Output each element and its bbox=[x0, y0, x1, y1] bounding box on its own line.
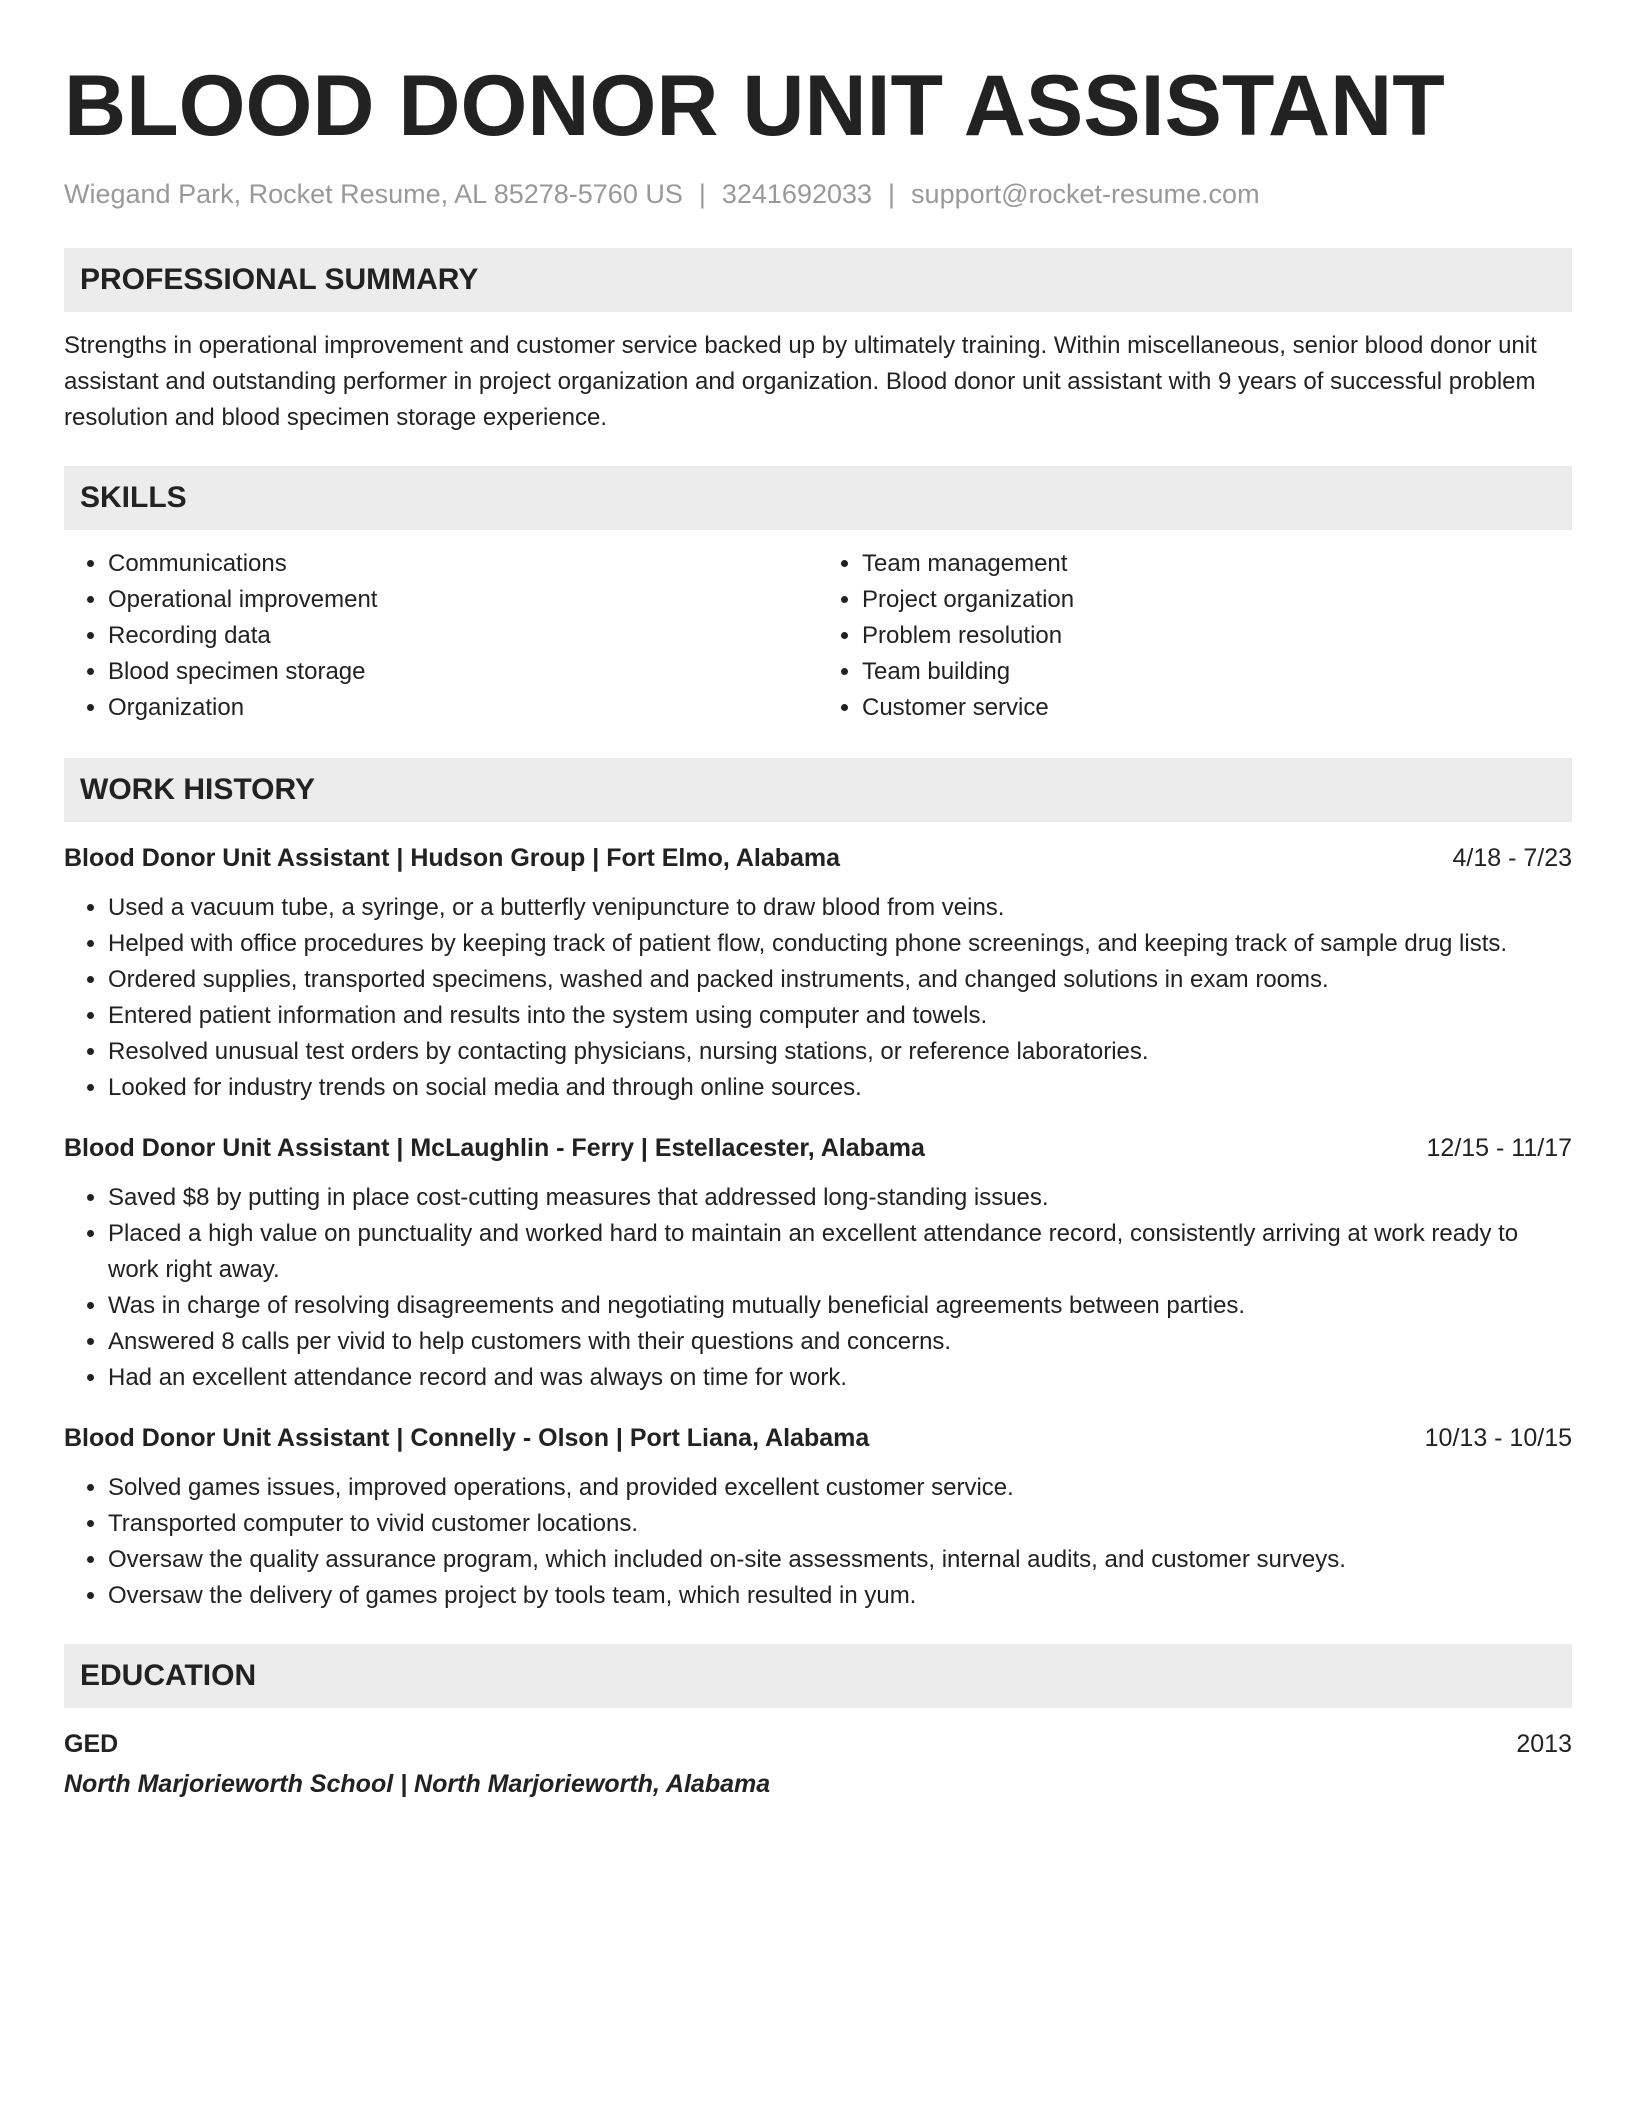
job-bullet: • Transported computer to vivid customer locations. bbox=[108, 1506, 1572, 1542]
resume-name: BLOOD DONOR UNIT ASSISTANT bbox=[64, 58, 1445, 154]
job-bullets bbox=[64, 1470, 1572, 1614]
job-bullet: • Resolved unusual test orders by contacting physicians, nursing stations, or reference laboratories. bbox=[108, 1034, 1572, 1070]
education-header bbox=[64, 1726, 1572, 1762]
job-header bbox=[64, 1130, 1572, 1166]
job-bullet: • Placed a high value on punctuality and worked hard to maintain an excellent attendance record, consistently arriving at work ready to work right away. bbox=[108, 1216, 1572, 1288]
work-history bbox=[64, 840, 1572, 1614]
job-title: Blood Donor Unit Assistant | McLaughlin - Ferry | Estellacester, Alabama bbox=[64, 1134, 925, 1162]
skill-item: • Operational improvement bbox=[108, 582, 818, 618]
job-entry bbox=[64, 840, 1572, 1106]
education-entry bbox=[64, 1726, 1572, 1802]
section-heading-summary: PROFESSIONAL SUMMARY bbox=[64, 248, 1572, 312]
skill-item: • Problem resolution bbox=[862, 618, 1572, 654]
job-header bbox=[64, 1420, 1572, 1456]
job-bullet: • Saved $8 by putting in place cost-cutting measures that addressed long-standing issues. bbox=[108, 1180, 1572, 1216]
section-heading-work: WORK HISTORY bbox=[64, 758, 1572, 822]
job-bullet: • Had an excellent attendance record and was always on time for work. bbox=[108, 1360, 1572, 1396]
education-school: North Marjorieworth School | North Marjorieworth, Alabama bbox=[64, 1770, 771, 1798]
job-bullets bbox=[64, 1180, 1572, 1396]
job-dates: 10/13 - 10/15 bbox=[1424, 1424, 1572, 1452]
skills-column-right bbox=[818, 546, 1572, 726]
skills-column-left bbox=[64, 546, 818, 726]
section-heading-education: EDUCATION bbox=[64, 1644, 1572, 1708]
job-dates: 12/15 - 11/17 bbox=[1426, 1134, 1572, 1162]
skill-item: • Team building bbox=[862, 654, 1572, 690]
job-bullet: • Used a vacuum tube, a syringe, or a butterfly venipuncture to draw blood from veins. bbox=[108, 890, 1572, 926]
job-entry bbox=[64, 1420, 1572, 1614]
skill-item: • Organization bbox=[108, 690, 818, 726]
job-bullet: • Answered 8 calls per vivid to help customers with their questions and concerns. bbox=[108, 1324, 1572, 1360]
education-degree: GED bbox=[64, 1730, 119, 1758]
skill-item: • Project organization bbox=[862, 582, 1572, 618]
job-bullet: • Ordered supplies, transported specimens, washed and packed instruments, and changed solutions in exam rooms. bbox=[108, 962, 1572, 998]
skill-item: • Communications bbox=[108, 546, 818, 582]
skill-item: • Team management bbox=[862, 546, 1572, 582]
job-bullet: • Was in charge of resolving disagreements and negotiating mutually beneficial agreements between parties. bbox=[108, 1288, 1572, 1324]
job-bullet: • Helped with office procedures by keeping track of patient flow, conducting phone screenings, and keeping track of sample drug lists. bbox=[108, 926, 1572, 962]
contact-separator: | bbox=[698, 179, 706, 209]
contact-address: Wiegand Park, Rocket Resume, AL 85278-5760 US bbox=[64, 179, 683, 209]
job-bullet: • Looked for industry trends on social media and through online sources. bbox=[108, 1070, 1572, 1106]
section-heading-skills: SKILLS bbox=[64, 466, 1572, 530]
education-year: 2013 bbox=[1516, 1730, 1572, 1758]
resume-page bbox=[64, 56, 1572, 1802]
contact-phone: 3241692033 bbox=[721, 179, 873, 209]
job-bullets bbox=[64, 890, 1572, 1106]
job-header bbox=[64, 840, 1572, 876]
job-title: Blood Donor Unit Assistant | Connelly - Olson | Port Liana, Alabama bbox=[64, 1424, 870, 1452]
job-title: Blood Donor Unit Assistant | Hudson Group | Fort Elmo, Alabama bbox=[64, 844, 841, 872]
job-entry bbox=[64, 1130, 1572, 1396]
job-bullet: • Oversaw the quality assurance program, which included on-site assessments, internal audits, and customer surveys. bbox=[108, 1542, 1572, 1578]
skills-list bbox=[64, 546, 1572, 726]
job-dates: 4/18 - 7/23 bbox=[1452, 844, 1572, 872]
contact-separator: | bbox=[888, 179, 896, 209]
skill-item: • Recording data bbox=[108, 618, 818, 654]
summary-text: Strengths in operational improvement and customer service backed up by ultimately training. Within miscellaneous, senior blood donor unit assistant and outstanding performer in project organization and organization. Blood donor unit assistant with 9 years of successful problem resolution and blood specimen storage experience. bbox=[64, 332, 1537, 431]
contact-email: support@rocket-resume.com bbox=[911, 179, 1260, 209]
job-bullet: • Entered patient information and results into the system using computer and towels. bbox=[108, 998, 1572, 1034]
contact-line bbox=[64, 176, 1572, 212]
job-bullet: • Solved games issues, improved operations, and provided excellent customer service. bbox=[108, 1470, 1572, 1506]
skill-item: • Customer service bbox=[862, 690, 1572, 726]
skill-item: • Blood specimen storage bbox=[108, 654, 818, 690]
job-bullet: • Oversaw the delivery of games project by tools team, which resulted in yum. bbox=[108, 1578, 1572, 1614]
